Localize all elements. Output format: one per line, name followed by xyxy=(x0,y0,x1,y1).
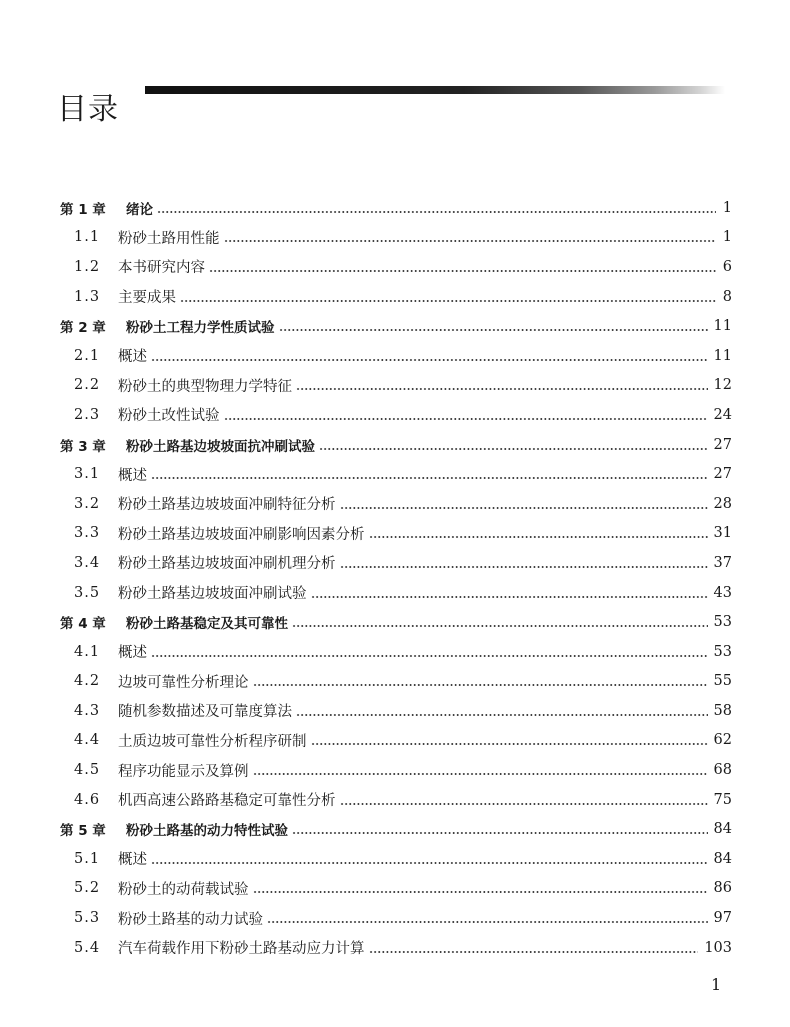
entry-page-number: 86 xyxy=(713,880,732,897)
page-title: 目录 xyxy=(57,92,119,128)
entry-page-number: 12 xyxy=(713,377,732,394)
toc-section-entry[interactable] xyxy=(60,548,732,578)
entry-number: 3.3 xyxy=(74,525,101,542)
toc-header xyxy=(57,72,737,128)
entry-number: 5.1 xyxy=(74,850,101,867)
entry-page-number: 68 xyxy=(713,762,732,779)
entry-page-number: 11 xyxy=(713,347,732,364)
entry-title: 绪论 xyxy=(126,201,153,218)
entry-number: 4.5 xyxy=(74,762,101,779)
entry-number: 1.3 xyxy=(74,288,101,305)
entry-page-number: 53 xyxy=(713,614,732,631)
dot-leader xyxy=(292,615,708,629)
toc-section-entry[interactable] xyxy=(60,341,732,371)
entry-title: 粉砂土路用性能 xyxy=(118,230,220,247)
dot-leader xyxy=(209,260,716,274)
entry-page-number: 24 xyxy=(713,406,732,423)
entry-number: 3.5 xyxy=(74,584,101,601)
toc-section-entry[interactable] xyxy=(60,726,732,756)
dot-leader xyxy=(253,674,708,688)
entry-number: 1.1 xyxy=(74,229,101,246)
entry-page-number: 1 xyxy=(722,199,732,216)
entry-title: 粉砂土路基边坡坡面冲刷特征分析 xyxy=(118,497,336,514)
dot-leader xyxy=(151,852,708,866)
title-rule xyxy=(145,86,725,94)
toc-section-entry[interactable] xyxy=(60,785,732,815)
entry-page-number: 75 xyxy=(713,791,732,808)
page-number: 1 xyxy=(711,975,722,994)
dot-leader xyxy=(340,497,708,511)
entry-number: 3.1 xyxy=(74,466,101,483)
dot-leader xyxy=(340,556,708,570)
entry-title: 随机参数描述及可靠度算法 xyxy=(118,704,292,721)
entry-title: 粉砂土路基稳定及其可靠性 xyxy=(126,616,288,633)
dot-leader xyxy=(279,319,708,333)
entry-title: 粉砂土路基边坡坡面抗冲刷试验 xyxy=(126,438,315,455)
entry-title: 粉砂土路基边坡坡面冲刷试验 xyxy=(118,586,307,603)
entry-title: 粉砂土改性试验 xyxy=(118,408,220,425)
entry-page-number: 43 xyxy=(713,584,732,601)
toc-section-entry[interactable] xyxy=(60,667,732,697)
entry-page-number: 97 xyxy=(713,910,732,927)
toc-section-entry[interactable] xyxy=(60,519,732,549)
entry-page-number: 31 xyxy=(713,525,732,542)
entry-page-number: 1 xyxy=(722,229,732,246)
toc-section-entry[interactable] xyxy=(60,282,732,312)
toc-chapter-entry[interactable] xyxy=(60,607,732,637)
toc-section-entry[interactable] xyxy=(60,400,732,430)
entry-page-number: 53 xyxy=(713,643,732,660)
entry-number: 5.4 xyxy=(74,939,101,956)
entry-title: 粉砂土路基的动力试验 xyxy=(118,911,263,928)
dot-leader xyxy=(369,941,699,955)
toc-chapter-entry[interactable] xyxy=(60,814,732,844)
entry-page-number: 84 xyxy=(713,821,732,838)
table-of-contents xyxy=(60,193,732,962)
entry-title: 本书研究内容 xyxy=(118,260,205,277)
entry-number: 1.2 xyxy=(74,258,101,275)
entry-page-number: 27 xyxy=(713,436,732,453)
toc-section-entry[interactable] xyxy=(60,637,732,667)
entry-number: 4.3 xyxy=(74,702,101,719)
entry-page-number: 58 xyxy=(713,702,732,719)
dot-leader xyxy=(151,467,708,481)
entry-title: 机西高速公路路基稳定可靠性分析 xyxy=(118,793,336,810)
toc-section-entry[interactable] xyxy=(60,903,732,933)
dot-leader xyxy=(151,645,708,659)
entry-title: 概述 xyxy=(118,467,147,484)
entry-number: 第 3 章 xyxy=(60,438,106,455)
entry-number: 5.3 xyxy=(74,910,101,927)
toc-section-entry[interactable] xyxy=(60,252,732,282)
entry-page-number: 6 xyxy=(722,258,732,275)
entry-page-number: 11 xyxy=(713,318,732,335)
entry-number: 4.4 xyxy=(74,732,101,749)
toc-section-entry[interactable] xyxy=(60,223,732,253)
dot-leader xyxy=(267,911,708,925)
dot-leader xyxy=(180,290,716,304)
toc-chapter-entry[interactable] xyxy=(60,311,732,341)
entry-title: 粉砂土路基边坡坡面冲刷影响因素分析 xyxy=(118,526,365,543)
entry-number: 2.3 xyxy=(74,406,101,423)
entry-number: 2.2 xyxy=(74,377,101,394)
toc-section-entry[interactable] xyxy=(60,578,732,608)
dot-leader xyxy=(369,526,708,540)
dot-leader xyxy=(253,763,708,777)
entry-number: 4.2 xyxy=(74,673,101,690)
dot-leader xyxy=(253,881,708,895)
entry-title: 主要成果 xyxy=(118,290,176,307)
entry-number: 3.2 xyxy=(74,495,101,512)
entry-page-number: 28 xyxy=(713,495,732,512)
entry-title: 粉砂土工程力学性质试验 xyxy=(126,320,275,337)
entry-title: 边坡可靠性分析理论 xyxy=(118,674,249,691)
entry-number: 第 1 章 xyxy=(60,201,106,218)
entry-number: 第 5 章 xyxy=(60,823,106,840)
dot-leader xyxy=(340,793,708,807)
toc-section-entry[interactable] xyxy=(60,489,732,519)
dot-leader xyxy=(224,408,708,422)
dot-leader xyxy=(151,349,708,363)
entry-page-number: 84 xyxy=(713,850,732,867)
toc-section-entry[interactable] xyxy=(60,844,732,874)
entry-number: 2.1 xyxy=(74,347,101,364)
toc-section-entry[interactable] xyxy=(60,696,732,726)
entry-title: 粉砂土路基的动力特性试验 xyxy=(126,823,288,840)
toc-section-entry[interactable] xyxy=(60,755,732,785)
toc-chapter-entry[interactable] xyxy=(60,193,732,223)
entry-number: 5.2 xyxy=(74,880,101,897)
toc-section-entry[interactable] xyxy=(60,371,732,401)
entry-title: 概述 xyxy=(118,349,147,366)
entry-title: 粉砂土的典型物理力学特征 xyxy=(118,378,292,395)
entry-title: 概述 xyxy=(118,852,147,869)
entry-page-number: 8 xyxy=(722,288,732,305)
entry-page-number: 37 xyxy=(713,554,732,571)
entry-number: 第 2 章 xyxy=(60,320,106,337)
entry-number: 3.4 xyxy=(74,554,101,571)
dot-leader xyxy=(319,438,708,452)
entry-page-number: 103 xyxy=(704,939,732,956)
entry-title: 土质边坡可靠性分析程序研制 xyxy=(118,733,307,750)
toc-section-entry[interactable] xyxy=(60,874,732,904)
entry-title: 汽车荷载作用下粉砂土路基动应力计算 xyxy=(118,941,365,958)
entry-title: 粉砂土的动荷载试验 xyxy=(118,881,249,898)
toc-section-entry[interactable] xyxy=(60,459,732,489)
entry-title: 程序功能显示及算例 xyxy=(118,763,249,780)
toc-section-entry[interactable] xyxy=(60,933,732,963)
dot-leader xyxy=(311,586,708,600)
dot-leader xyxy=(292,822,708,836)
dot-leader xyxy=(224,230,717,244)
entry-number: 4.1 xyxy=(74,643,101,660)
entry-title: 粉砂土路基边坡坡面冲刷机理分析 xyxy=(118,556,336,573)
entry-number: 第 4 章 xyxy=(60,616,106,633)
entry-number: 4.6 xyxy=(74,791,101,808)
dot-leader xyxy=(157,201,716,215)
entry-page-number: 27 xyxy=(713,466,732,483)
entry-page-number: 55 xyxy=(713,673,732,690)
entry-page-number: 62 xyxy=(713,732,732,749)
dot-leader xyxy=(296,378,708,392)
entry-title: 概述 xyxy=(118,645,147,662)
dot-leader xyxy=(311,733,708,747)
toc-chapter-entry[interactable] xyxy=(60,430,732,460)
dot-leader xyxy=(296,704,708,718)
